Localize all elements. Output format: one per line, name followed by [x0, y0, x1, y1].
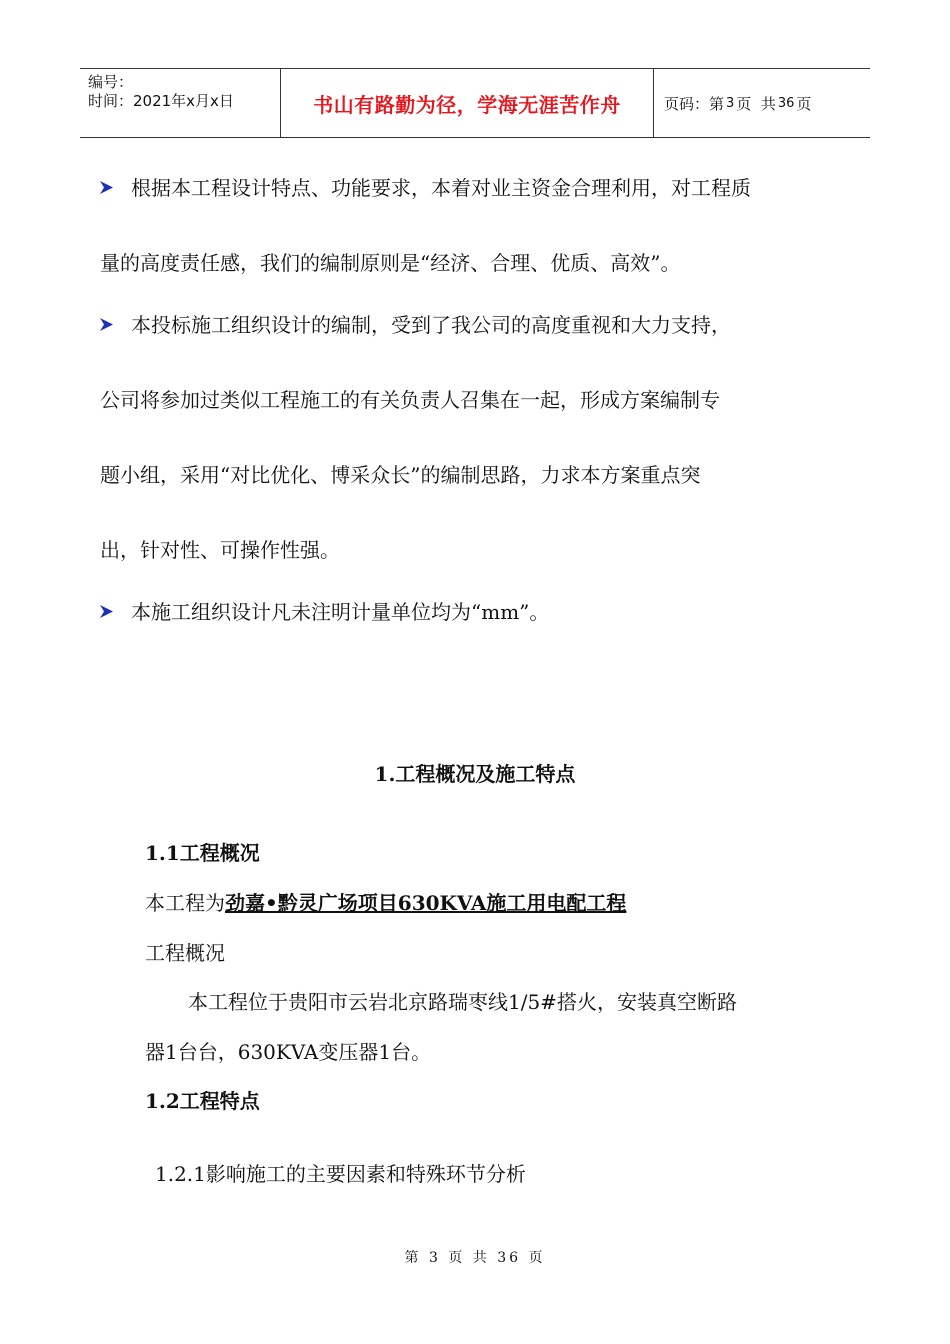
bullet-item — [100, 309, 731, 338]
header-motto-cell — [281, 69, 654, 137]
header-motto: 书山有路勤为径，学海无涯苦作舟 — [313, 92, 621, 117]
page-current: 3 — [726, 95, 735, 111]
overview-paragraph-line: 器1台台，630KVA变压器1台。 — [145, 1040, 432, 1064]
overview-paragraph-line: 本工程位于贵阳市云岩北京路瑞枣线1/5#搭火，安装真空断路 — [188, 990, 737, 1014]
bullet-arrow-icon — [100, 318, 113, 331]
bullet-text: 根据本工程设计特点、功能要求，本着对业主资金合理利用，对工程质 — [131, 176, 751, 200]
document-time-label: 时间：2021年x月x日 — [88, 92, 234, 110]
bullet-continuation: 量的高度责任感，我们的编制原则是“经济、合理、优质、高效”。 — [100, 251, 681, 275]
header-page-cell — [654, 69, 870, 137]
page-header — [80, 68, 870, 138]
page-suffix: 页 — [796, 94, 812, 113]
bullet-arrow-icon — [100, 181, 113, 194]
bullet-text: 本投标施工组织设计的编制，受到了我公司的高度重视和大力支持， — [131, 313, 731, 337]
header-meta-cell — [80, 69, 281, 137]
bullet-continuation: 出，针对性、可操作性强。 — [100, 538, 340, 562]
bullet-item — [100, 172, 751, 201]
page-mid: 页 共 — [736, 94, 776, 113]
subsubsection-title: 1.2.1影响施工的主要因素和特殊环节分析 — [155, 1162, 526, 1186]
document-number-label: 编号： — [88, 73, 134, 91]
project-statement — [145, 887, 626, 916]
page-prefix: 页码：第 — [664, 94, 725, 113]
subsection-title: 1.2工程特点 — [145, 1089, 260, 1113]
bullet-continuation: 公司将参加过类似工程施工的有关负责人召集在一起，形成方案编制专 — [100, 388, 720, 412]
subsection-title: 1.1工程概况 — [145, 841, 260, 865]
bullet-item — [100, 596, 549, 625]
page-total: 36 — [777, 95, 795, 111]
section-title: 1.工程概况及施工特点 — [374, 762, 576, 786]
project-name: 劲嘉•黔灵广场项目630KVA施工用电配工程 — [225, 891, 627, 915]
project-prefix: 本工程为 — [145, 891, 225, 915]
page-footer: 第 3 页 共 36 页 — [404, 1250, 546, 1266]
bullet-arrow-icon — [100, 605, 113, 618]
overview-label: 工程概况 — [145, 941, 225, 965]
bullet-text: 本施工组织设计凡未注明计量单位均为“mm”。 — [131, 600, 550, 624]
bullet-continuation: 题小组，采用“对比优化、博采众长”的编制思路，力求本方案重点突 — [100, 463, 701, 487]
